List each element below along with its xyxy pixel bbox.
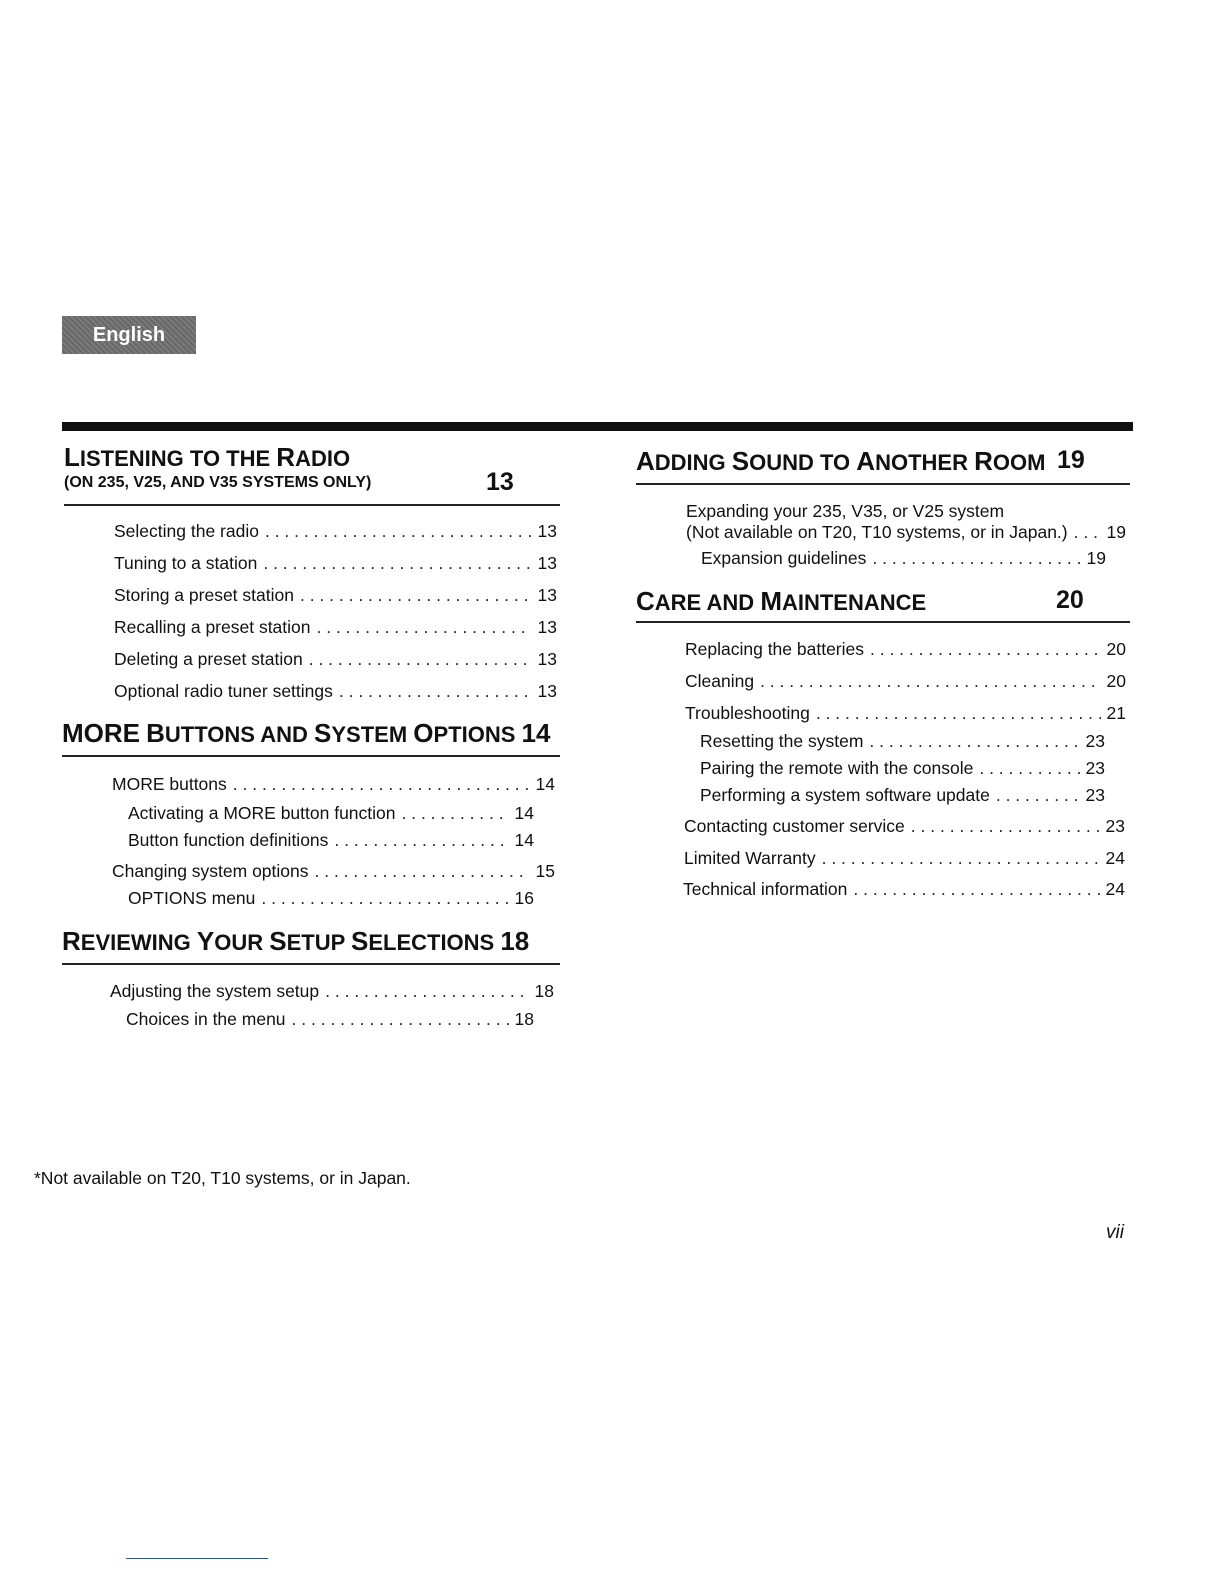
toc-entry-page: 14 [535, 774, 555, 794]
toc-entry-label: Cleaning [685, 671, 755, 691]
toc-entry-label: Resetting the system [700, 731, 864, 751]
section-title-adding-sound: ADDING SOUND TO ANOTHER ROOM [636, 446, 1046, 476]
title-cap: A [636, 446, 655, 476]
toc-entry-page: 13 [537, 521, 557, 541]
title-cap: R [62, 926, 81, 956]
dot-leader [300, 585, 532, 606]
section-title-reviewing-setup: REVIEWING YOUR SETUP SELECTIONS 18 [62, 926, 530, 956]
toc-entry-label: (Not available on T20, T10 systems, or in Japan.) [686, 522, 1068, 542]
toc-entry-label: OPTIONS menu [128, 888, 256, 908]
dot-leader [309, 649, 532, 670]
toc-entry[interactable] [684, 848, 1125, 869]
toc-entry[interactable] [112, 774, 555, 795]
dot-leader [339, 681, 532, 702]
toc-entry[interactable] [685, 671, 1126, 692]
dot-leader [317, 617, 532, 638]
bottom-rule [126, 1558, 268, 1559]
title-cap: A [856, 446, 876, 476]
toc-entry[interactable] [114, 585, 557, 606]
toc-entry-page: 14 [514, 830, 534, 850]
toc-entry-label: MORE buttons [112, 774, 227, 794]
toc-entry-page: 18 [534, 981, 554, 1001]
toc-entry[interactable] [683, 879, 1125, 900]
title-cap: L [64, 442, 80, 472]
title-cap: R [974, 446, 993, 476]
toc-entry-page: 20 [1106, 639, 1126, 659]
toc-entry-label: Button function definitions [128, 830, 329, 850]
toc-entry-page: 23 [1105, 816, 1125, 836]
toc-entry-label: Contacting customer service [684, 816, 905, 836]
section-title-listening-radio: LISTENING TO THE RADIO [64, 442, 351, 472]
dot-leader [325, 981, 528, 1002]
toc-entry-page: 19 [1106, 522, 1126, 542]
title-word: MORE [62, 718, 140, 748]
language-tab: English [62, 316, 196, 354]
dot-leader [872, 548, 1080, 569]
toc-entry[interactable] [700, 785, 1105, 806]
dot-leader [402, 803, 509, 824]
dot-leader [263, 553, 531, 574]
toc-entry-page: 20 [1106, 671, 1126, 691]
title-cap: S [314, 718, 332, 748]
toc-entry-label: Expansion guidelines [701, 548, 867, 568]
toc-entry-page: 16 [514, 888, 534, 908]
title-cap: S [269, 926, 287, 956]
section-rule [636, 621, 1130, 623]
section-rule [62, 755, 560, 757]
toc-entry[interactable] [114, 649, 557, 670]
dot-leader [292, 1009, 509, 1030]
toc-entry-label: Recalling a preset station [114, 617, 311, 637]
toc-entry[interactable] [114, 681, 557, 702]
dot-leader [334, 830, 508, 851]
section-page-number: 19 [1057, 446, 1085, 474]
toc-entry-page: 21 [1106, 703, 1126, 723]
toc-entry-label: Changing system options [112, 861, 309, 881]
dot-leader [869, 731, 1079, 752]
toc-entry-label: Activating a MORE button function [128, 803, 396, 823]
section-title-care-maintenance: CARE AND MAINTENANCE [636, 586, 927, 616]
toc-entry-label: Pairing the remote with the console [700, 758, 974, 778]
toc-entry[interactable] [128, 888, 534, 909]
section-page-number: 14 [521, 718, 551, 748]
toc-entry[interactable] [128, 830, 534, 851]
title-cap: C [636, 586, 655, 616]
dot-leader [816, 703, 1101, 724]
dot-leader [265, 521, 532, 542]
section-page-number: 13 [486, 468, 514, 496]
toc-entry-label: Choices in the menu [126, 1009, 286, 1029]
toc-entry[interactable] [684, 816, 1125, 837]
toc-entry-page: 13 [537, 617, 557, 637]
toc-entry-label: Adjusting the system setup [110, 981, 320, 1001]
title-cap: R [276, 442, 296, 472]
dot-leader [760, 671, 1100, 692]
section-title-more-buttons: MORE BUTTONS AND SYSTEM OPTIONS 14 [62, 718, 551, 748]
dot-leader [822, 848, 1100, 869]
section-rule [62, 963, 560, 965]
toc-entry[interactable] [114, 521, 557, 542]
toc-entry-label: Deleting a preset station [114, 649, 303, 669]
toc-entry-label: Tuning to a station [114, 553, 258, 573]
toc-entry-page: 13 [537, 553, 557, 573]
toc-entry-page: 23 [1085, 785, 1105, 805]
toc-entry[interactable] [114, 553, 557, 574]
dot-leader [870, 639, 1101, 660]
toc-entry[interactable] [701, 548, 1106, 569]
section-page-number: 18 [500, 926, 530, 956]
toc-entry-label: Performing a system software update [700, 785, 990, 805]
toc-entry-label: Selecting the radio [114, 521, 259, 541]
toc-entry-page: 18 [514, 1009, 534, 1029]
toc-entry[interactable] [126, 1009, 534, 1030]
toc-entry-label: Optional radio tuner settings [114, 681, 333, 701]
dot-leader [979, 758, 1079, 779]
toc-entry-page: 14 [514, 803, 534, 823]
toc-entry[interactable] [686, 522, 1126, 543]
toc-entry[interactable] [685, 703, 1126, 724]
section-rule [636, 483, 1130, 485]
section-page-number: 20 [1056, 586, 1084, 614]
toc-entry[interactable] [128, 803, 534, 824]
toc-entry-intro: Expanding your 235, V35, or V25 system [686, 501, 1005, 521]
dot-leader [911, 816, 1100, 837]
title-cap: S [731, 446, 750, 476]
toc-entry-page: 23 [1085, 731, 1105, 751]
dot-leader [315, 861, 530, 882]
toc-entry-page: 23 [1085, 758, 1105, 778]
toc-entry-page: 15 [535, 861, 555, 881]
dot-leader [233, 774, 530, 795]
top-rule [62, 422, 1133, 431]
title-cap: O [413, 718, 434, 748]
toc-entry-page: 19 [1086, 548, 1106, 568]
toc-entry-page: 13 [537, 585, 557, 605]
toc-entry-label: Technical information [683, 879, 848, 899]
page-folio: vii [1106, 1222, 1124, 1243]
toc-entry-label: Limited Warranty [684, 848, 816, 868]
section-subtitle: (ON 235, V25, AND V35 SYSTEMS ONLY) [64, 474, 372, 491]
dot-leader [1074, 522, 1101, 543]
toc-entry-label: Troubleshooting [685, 703, 810, 723]
toc-entry-page: 24 [1105, 848, 1125, 868]
toc-entry[interactable] [114, 617, 557, 638]
toc-entry-page: 24 [1105, 879, 1125, 899]
title-cap: M [760, 586, 782, 616]
title-cap: Y [196, 926, 215, 956]
dot-leader [996, 785, 1080, 806]
toc-entry-page: 13 [537, 681, 557, 701]
toc-entry-label: Storing a preset station [114, 585, 294, 605]
section-rule [64, 504, 560, 506]
toc-entry-label: Replacing the batteries [685, 639, 864, 659]
toc-entry[interactable] [700, 731, 1105, 752]
footnote: *Not available on T20, T10 systems, or in Japan. [34, 1168, 411, 1188]
dot-leader [853, 879, 1099, 900]
toc-entry[interactable] [685, 639, 1126, 660]
toc-entry[interactable] [110, 981, 554, 1002]
title-cap: S [350, 926, 369, 956]
toc-entry[interactable] [112, 861, 555, 882]
toc-entry[interactable] [700, 758, 1105, 779]
toc-entry-page: 13 [537, 649, 557, 669]
dot-leader [261, 888, 508, 909]
title-cap: B [146, 718, 165, 748]
